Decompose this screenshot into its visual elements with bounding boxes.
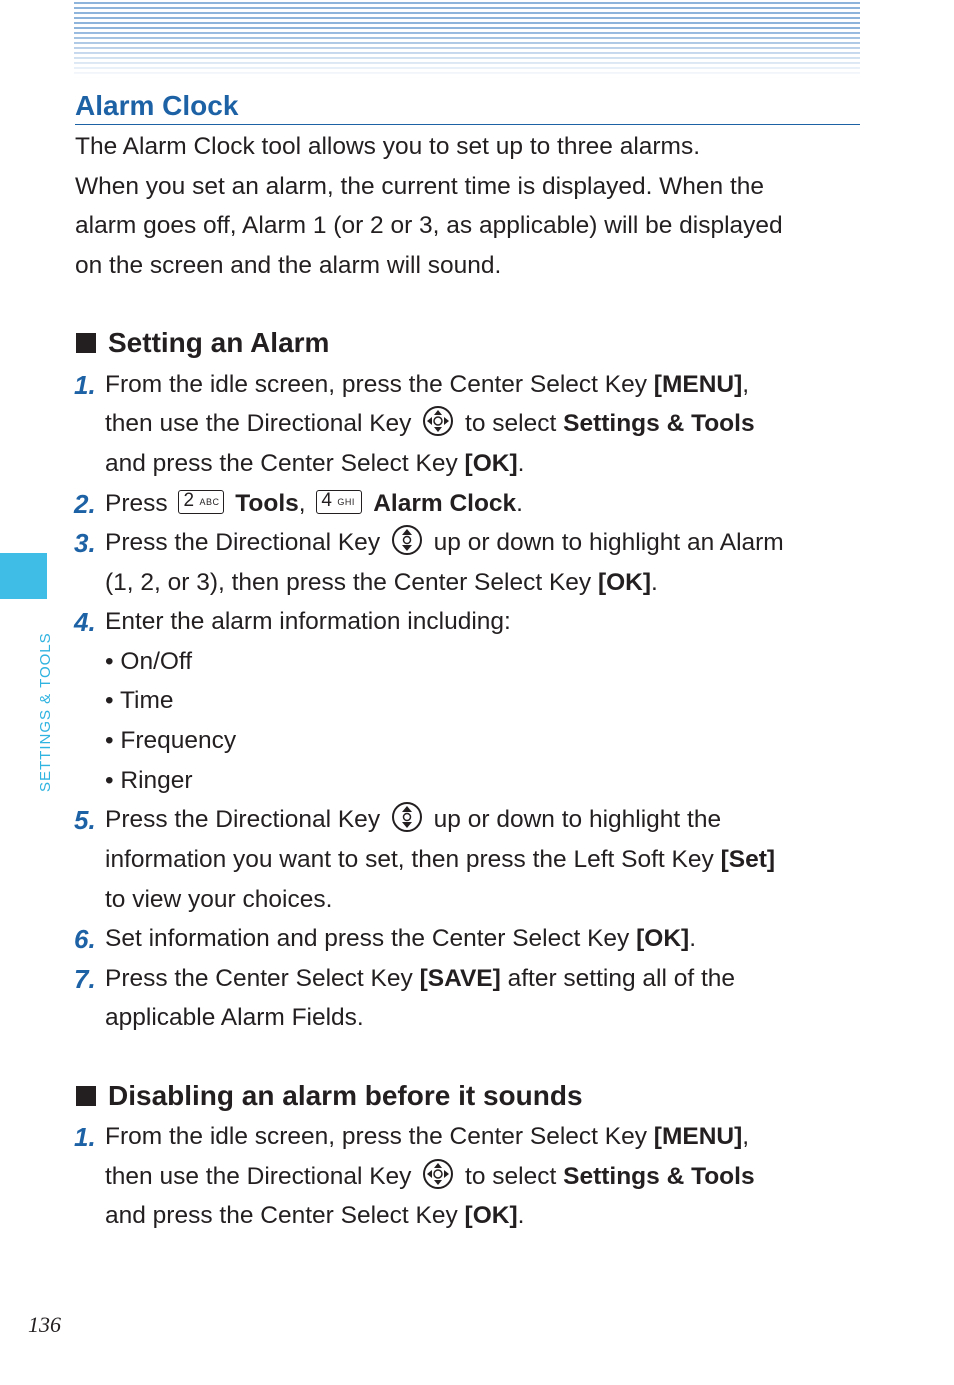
ok-key-label: [OK]: [464, 1202, 518, 1229]
step-1-line-1: [105, 365, 749, 405]
step-text: Press the Center Select Key: [105, 965, 420, 992]
s2-step-1-line-1: [105, 1117, 749, 1157]
step-text: From the idle screen, press the Center Select Key: [105, 1123, 654, 1150]
four-way-directional-key-icon: [422, 405, 454, 437]
menu-item-label: Settings & Tools: [563, 410, 755, 437]
step-number: 2.: [74, 489, 96, 519]
subheading-disabling-alarm: [76, 1078, 583, 1114]
step-text: Press: [105, 490, 175, 517]
intro-line: on the screen and the alarm will sound.: [75, 252, 502, 279]
key-number: 4: [321, 490, 332, 511]
section-title: Alarm Clock: [75, 88, 860, 125]
key-2-abc-icon: [178, 490, 224, 514]
ok-key-label: [OK]: [597, 569, 652, 596]
step-1-line-3: [105, 444, 524, 484]
step-5-line-3: to view your choices.: [105, 886, 333, 913]
bullet-item: • On/Off: [105, 648, 193, 675]
s2-step-1-line-3: [105, 1196, 524, 1236]
intro-line: When you set an alarm, the current time is displayed. When the: [75, 173, 765, 200]
intro-line: alarm goes off, Alarm 1 (or 2 or 3, as applicable) will be displayed: [75, 212, 783, 239]
punctuation: ,: [298, 490, 306, 517]
up-down-directional-key-icon: [391, 801, 423, 833]
step-number: 4.: [74, 607, 96, 637]
step-1-line-2: [105, 404, 755, 444]
up-down-directional-key-icon: [391, 524, 423, 556]
step-2-line-1: [105, 484, 523, 524]
ok-key-label: [OK]: [636, 925, 690, 952]
punctuation: .: [517, 1202, 525, 1229]
subheading-text: Setting an Alarm: [108, 327, 330, 358]
step-text: then use the Directional Key: [105, 410, 419, 437]
step-5-line-2: [105, 840, 775, 880]
step-7-line-1: [105, 959, 735, 999]
step-text: (1, 2, or 3), then press the Center Select Key: [105, 569, 598, 596]
punctuation: .: [651, 569, 658, 596]
key-4-ghi-icon: [316, 490, 362, 514]
punctuation: .: [516, 490, 523, 517]
key-letters: GHI: [337, 497, 355, 507]
bullet-item: • Time: [105, 687, 174, 714]
square-bullet-icon: [76, 1086, 96, 1106]
bullet-item: • Frequency: [105, 727, 237, 754]
step-number: 3.: [74, 528, 96, 558]
menu-key-label: [MENU]: [653, 371, 743, 398]
save-key-label: [SAVE]: [419, 965, 501, 992]
key-number: 2: [183, 490, 195, 511]
square-bullet-icon: [76, 333, 96, 353]
chapter-tab-marker: [0, 553, 47, 599]
step-number: 6.: [74, 924, 96, 954]
menu-item-label: Alarm Clock: [373, 490, 517, 517]
chapter-side-label: SETTINGS & TOOLS: [37, 632, 54, 792]
step-6-line-1: [105, 919, 696, 959]
punctuation: ,: [742, 371, 750, 398]
step-text: and press the Center Select Key: [105, 1202, 465, 1229]
step-3-line-1: [105, 523, 784, 563]
step-text: Press the Directional Key: [105, 806, 387, 833]
intro-line: The Alarm Clock tool allows you to set up to three alarms.: [75, 133, 701, 160]
four-way-directional-key-icon: [422, 1158, 454, 1190]
step-text: to select: [458, 410, 564, 437]
subheading-text: Disabling an alarm before it sounds: [108, 1080, 583, 1111]
step-text: up or down to highlight an Alarm: [426, 529, 784, 556]
step-text: and press the Center Select Key: [105, 450, 465, 477]
subheading-setting-alarm: [76, 325, 329, 361]
step-4-line-1: Enter the alarm information including:: [105, 608, 511, 635]
page-number: 136: [28, 1312, 61, 1337]
step-3-line-2: [105, 563, 658, 603]
punctuation: .: [689, 925, 697, 952]
step-number: 7.: [74, 964, 96, 994]
step-text: information you want to set, then press the Left Soft Key: [105, 846, 721, 873]
step-text: then use the Directional Key: [105, 1163, 419, 1190]
bullet-item: • Ringer: [105, 767, 193, 794]
punctuation: ,: [742, 1123, 750, 1150]
header-stripe-band: [74, 2, 860, 78]
key-letters: ABC: [199, 497, 220, 507]
step-text: From the idle screen, press the Center Select Key: [105, 371, 654, 398]
punctuation: .: [517, 450, 525, 477]
step-5-line-1: [105, 800, 721, 840]
ok-key-label: [OK]: [464, 450, 518, 477]
menu-item-label: Settings & Tools: [563, 1163, 755, 1190]
step-text: after setting all of the: [500, 965, 736, 992]
step-number: 1.: [74, 1122, 96, 1152]
step-text: up or down to highlight the: [426, 806, 722, 833]
s2-step-1-line-2: [105, 1157, 755, 1197]
step-text: Press the Directional Key: [105, 529, 387, 556]
menu-key-label: [MENU]: [653, 1123, 743, 1150]
menu-item-label: Tools: [235, 490, 299, 517]
step-number: 5.: [74, 805, 96, 835]
step-7-line-2: applicable Alarm Fields.: [105, 1004, 364, 1031]
set-key-label: [Set]: [720, 846, 776, 873]
step-text: Set information and press the Center Select Key: [105, 925, 637, 952]
step-text: to select: [458, 1163, 564, 1190]
step-number: 1.: [74, 370, 96, 400]
